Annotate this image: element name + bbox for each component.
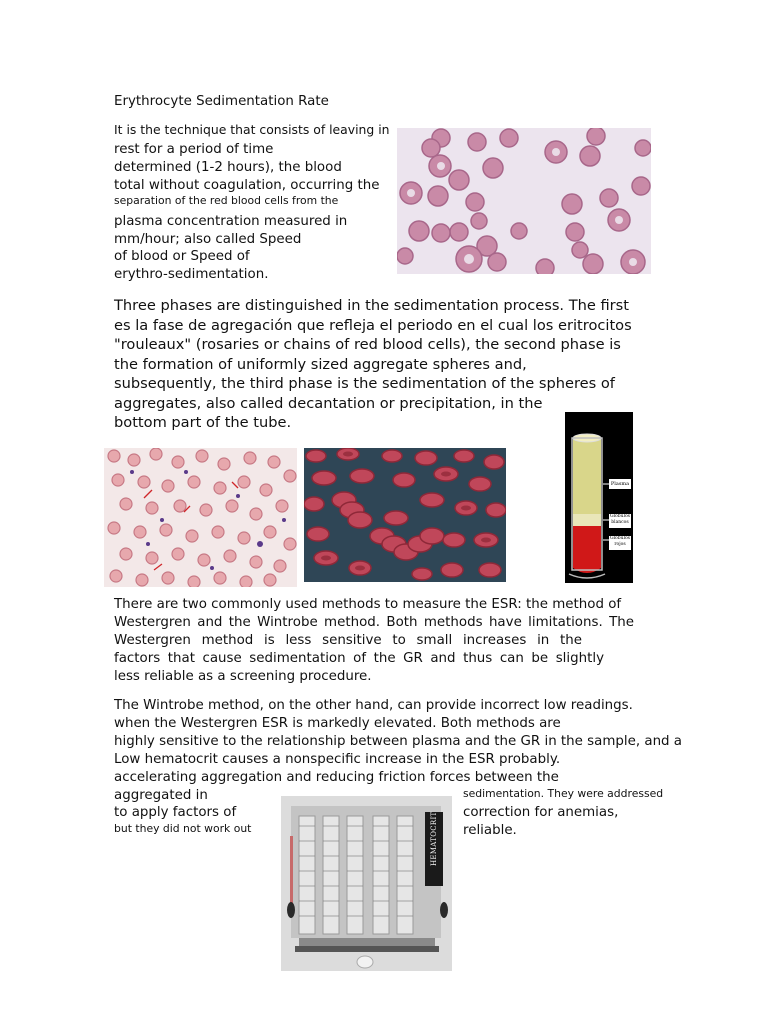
wrap-right-line: reliable. bbox=[463, 823, 517, 838]
phases-line: es la fase de agregación que refleja el periodo en el cual los eritrocitos bbox=[114, 317, 632, 334]
wrap-left-line: aggregated in bbox=[114, 788, 208, 803]
intro-line: of blood or Speed of bbox=[114, 249, 250, 264]
methods-line: Westergren and the Wintrobe method. Both methods have limitations. The bbox=[114, 615, 634, 630]
methods-line: factors that cause sedimentation of the GR and thus can be slightly bbox=[114, 651, 604, 666]
wintrobe-line: Low hematocrit causes a nonspecific increase in the ESR probably. bbox=[114, 752, 561, 767]
wintrobe-line: highly sensitive to the relationship between plasma and the GR in the sample, and a bbox=[114, 734, 683, 749]
intro-line: determined (1-2 hours), the blood bbox=[114, 160, 342, 175]
hematocrit-rack-image bbox=[281, 796, 452, 971]
intro-line: mm/hour; also called Speed bbox=[114, 232, 302, 247]
phases-line: subsequently, the third phase is the sedimentation of the spheres of bbox=[114, 375, 615, 392]
methods-line: There are two commonly used methods to measure the ESR: the method of bbox=[114, 597, 622, 612]
methods-line: Westergren method is less sensitive to small increases in the bbox=[114, 633, 582, 648]
document-title: Erythrocyte Sedimentation Rate bbox=[114, 94, 329, 109]
tube-label: Glóbulos rojos bbox=[609, 536, 631, 550]
phases-line: Three phases are distinguished in the sedimentation process. The first bbox=[114, 297, 629, 314]
phases-line: bottom part of the tube. bbox=[114, 414, 292, 431]
intro-line: separation of the red blood cells from the bbox=[114, 194, 339, 207]
wrap-right-line: sedimentation. They were addressed bbox=[463, 787, 664, 800]
centrifuged-tube-image bbox=[565, 412, 633, 583]
phases-line: "rouleaux" (rosaries or chains of red blood cells), the second phase is bbox=[114, 336, 621, 353]
phases-line: the formation of uniformly sized aggregate spheres and, bbox=[114, 356, 527, 373]
blood-smear-image bbox=[397, 128, 651, 274]
tube-label: Glóbulos blancos bbox=[609, 514, 631, 528]
wrap-left-line: but they did not work out bbox=[114, 822, 252, 835]
rbc-sem-image bbox=[304, 448, 506, 582]
rouleaux-smear-image bbox=[104, 448, 297, 587]
intro-line: total without coagulation, occurring the bbox=[114, 178, 380, 193]
tube-label: Plasma bbox=[610, 481, 630, 487]
intro-line: It is the technique that consists of leaving in bbox=[114, 122, 390, 137]
intro-line: plasma concentration measured in bbox=[114, 214, 348, 229]
rack-label: HEMATOCRIT bbox=[430, 811, 438, 866]
wintrobe-line: The Wintrobe method, on the other hand, can provide incorrect low readings. bbox=[114, 698, 633, 713]
wintrobe-line: accelerating aggregation and reducing friction forces between the bbox=[114, 770, 559, 785]
intro-line: erythro-sedimentation. bbox=[114, 267, 269, 282]
phases-line: aggregates, also called decantation or precipitation, in the bbox=[114, 395, 543, 412]
wrap-right-line: correction for anemias, bbox=[463, 805, 619, 820]
wrap-left-line: to apply factors of bbox=[114, 805, 237, 820]
methods-line: less reliable as a screening procedure. bbox=[114, 669, 372, 684]
wintrobe-line: when the Westergren ESR is markedly elevated. Both methods are bbox=[114, 716, 561, 731]
intro-line: rest for a period of time bbox=[114, 142, 274, 157]
